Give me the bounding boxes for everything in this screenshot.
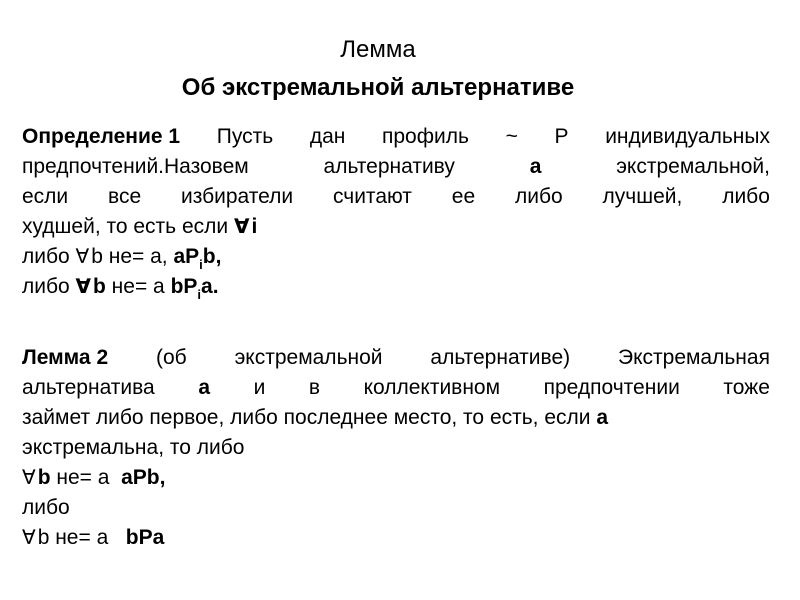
lemma2-line-4 — [22, 433, 770, 463]
definition-line-6-pre: либо — [22, 275, 76, 298]
relation-bPa: bPa — [125, 526, 165, 549]
variable-b: b — [37, 466, 51, 489]
forall-symbol: ∀ — [233, 216, 250, 238]
slide-title-line-2: Об экстремальной альтернативе — [181, 74, 575, 101]
word: избиратели — [181, 185, 294, 208]
word: Пусть — [216, 125, 274, 148]
word: альтернатива — [22, 376, 155, 399]
lemma2-line-7-mid: b не= a — [37, 526, 126, 549]
lemma2-line-3-text: займет либо первое, либо последнее место, то есть, если — [22, 406, 597, 429]
lemma2-line-7 — [22, 523, 770, 553]
word: и — [253, 376, 266, 399]
lemma2-label: Лемма 2 — [22, 346, 109, 369]
lemma2-line-2 — [22, 373, 770, 403]
subscript-i: i — [199, 257, 203, 272]
definition-line-5-pre: либо — [22, 245, 76, 268]
word: (об — [156, 346, 187, 369]
definition-line-5-mid: b не= a, — [91, 245, 174, 268]
word: либо — [514, 185, 563, 208]
word: индивидуальных — [605, 125, 770, 148]
lemma2-line-5 — [22, 463, 770, 493]
relation-a: a. — [201, 275, 219, 298]
definition-line-1 — [22, 122, 770, 152]
word: коллективном — [363, 376, 501, 399]
definition-line-2 — [22, 152, 770, 182]
word: P — [554, 125, 569, 148]
word: тоже — [723, 376, 770, 399]
definition-block — [22, 122, 770, 302]
word: экстремальной — [234, 346, 383, 369]
lemma2-line-6-text: либо — [22, 496, 70, 519]
variable-a: a — [198, 376, 210, 399]
word: экстремальной, — [616, 155, 770, 178]
relation-b: b, — [202, 245, 222, 268]
relation-aPb: aPb, — [121, 466, 166, 489]
relation-bPi: bP — [170, 275, 198, 298]
word: либо — [722, 185, 770, 208]
subscript-i: i — [197, 287, 202, 302]
lemma2-line-4-text: экстремальна, то либо — [22, 436, 245, 459]
word: лучшей, — [602, 185, 683, 208]
forall-symbol: ∀ — [75, 276, 92, 298]
word: альтернативу — [323, 155, 455, 178]
variable-a: a — [529, 155, 542, 178]
variable-a: a — [596, 406, 609, 429]
definition-line-3 — [22, 182, 770, 212]
definition-line-4 — [22, 212, 770, 242]
slide-title-line-1: Лемма — [340, 36, 416, 63]
forall-symbol: ∀ — [22, 527, 36, 549]
variable-i: i — [251, 215, 258, 238]
word: Экстремальная — [618, 346, 770, 369]
lemma2-block — [22, 343, 770, 553]
variable-b: b — [93, 275, 106, 298]
lemma2-line-1 — [22, 343, 770, 373]
lemma2-line-3 — [22, 403, 770, 433]
definition-line-6-mid: не= a — [105, 275, 171, 298]
word: ~ — [505, 125, 518, 148]
forall-symbol: ∀ — [75, 246, 90, 268]
forall-symbol: ∀ — [22, 467, 36, 489]
word: считают — [333, 185, 412, 208]
word: профиль — [382, 125, 469, 148]
definition-label: Определение 1 — [22, 125, 181, 148]
word: в — [308, 376, 321, 399]
lemma2-line-5-mid: не= a — [50, 466, 122, 489]
word: все — [108, 185, 142, 208]
relation-aPi: aP — [173, 245, 200, 268]
word: альтернативе) — [430, 346, 571, 369]
definition-line-4-text: худшей, то есть если — [22, 215, 234, 238]
word: ее — [451, 185, 476, 208]
word: предпочтений.Назовем — [22, 155, 249, 178]
word: если — [22, 185, 69, 208]
word: предпочтении — [543, 376, 680, 399]
word: дан — [309, 125, 346, 148]
definition-line-5 — [22, 242, 770, 272]
lemma2-line-6 — [22, 493, 770, 523]
definition-line-6 — [22, 272, 770, 302]
